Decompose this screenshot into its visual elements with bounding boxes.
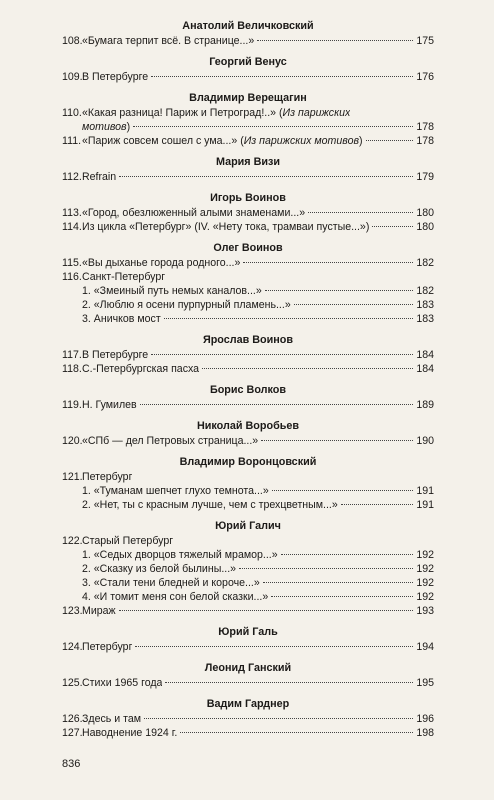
leader-dots [180, 732, 413, 733]
leader-dots [257, 40, 413, 41]
leader-dots [308, 212, 413, 213]
entry-title [82, 256, 240, 270]
entry-title-text: Санкт-Петербург [82, 271, 166, 283]
toc-entry [62, 34, 434, 48]
entry-page: 176 [416, 71, 434, 83]
leader-dots [372, 226, 413, 227]
toc-entry [62, 134, 434, 148]
entry-title-text: «Париж совсем сошел с ума...» ( [82, 135, 244, 147]
entry-number: 122. [62, 535, 83, 547]
entry-title-text: Refrain [82, 171, 117, 183]
subentry-page: 192 [416, 577, 434, 589]
subentry-title: 2. «Нет, ты с красным лучше, чем с трехцветным...» [82, 499, 338, 511]
subentry-title: 2. «Сказку из белой былины...» [82, 563, 237, 575]
entry-page: 184 [416, 349, 434, 361]
subentry-title: 3. «Стали тени бледней и короче...» [82, 577, 260, 589]
entry-title-text: «Вы дыханье города родного...» [82, 257, 241, 269]
entry-number: 112. [62, 171, 82, 183]
toc-subentry [62, 498, 434, 512]
toc-subentry [62, 590, 434, 604]
leader-dots [133, 126, 413, 127]
entry-page: 179 [416, 171, 434, 183]
entry-number: 115. [62, 257, 82, 269]
leader-dots [119, 176, 413, 177]
toc-entry [62, 470, 434, 484]
entry-title-continued [82, 120, 130, 134]
entry-page: 190 [416, 435, 434, 447]
entry-title-text: В Петербурге [82, 349, 149, 361]
leader-dots [341, 504, 414, 505]
subentry-page: 191 [416, 485, 434, 497]
subentry-page: 183 [416, 313, 434, 325]
toc-entry [62, 434, 434, 448]
toc-entry [62, 256, 434, 270]
entry-title-text: «Бумага терпит всё. В странице...» [82, 35, 255, 47]
entry-page: 175 [416, 35, 434, 47]
subentry-title: 1. «Змеиный путь немых каналов...» [82, 285, 262, 297]
entry-number: 108. [62, 35, 83, 47]
leader-dots [243, 262, 413, 263]
toc-entry [62, 270, 434, 284]
author-heading: Владимир Верещагин [189, 92, 307, 104]
entry-title [82, 434, 258, 448]
entry-title [82, 470, 132, 484]
toc-subentry [62, 298, 434, 312]
subentry-title: 3. Аничков мост [82, 313, 161, 325]
toc-entry [62, 534, 434, 548]
entry-number: 110. [62, 107, 82, 119]
entry-title [82, 640, 132, 654]
entry-title [82, 362, 199, 376]
author-heading: Борис Волков [209, 384, 287, 396]
leader-dots [202, 368, 413, 369]
toc-entry [62, 676, 434, 690]
entry-page: 189 [416, 399, 434, 411]
entry-title-italic: Из парижских мотивов [243, 135, 359, 147]
entry-page: 184 [416, 363, 434, 375]
toc-entry [62, 170, 434, 184]
toc-subentry [62, 484, 434, 498]
entry-page: 180 [416, 207, 434, 219]
subentry-page: 182 [416, 285, 434, 297]
entry-number: 116. [62, 271, 82, 283]
toc-entry [62, 398, 434, 412]
leader-dots [239, 568, 413, 569]
leader-dots [151, 354, 413, 355]
toc-entry [62, 726, 434, 740]
entry-number: 125. [62, 677, 83, 689]
leader-dots [165, 682, 413, 683]
leader-dots [140, 404, 414, 405]
page-number: 836 [62, 758, 81, 770]
leader-dots [135, 646, 413, 647]
toc-subentry [62, 548, 434, 562]
entry-title [82, 206, 305, 220]
entry-title-text: Н. Гумилев [82, 399, 137, 411]
entry-number: 113. [62, 207, 82, 219]
toc-entry [62, 220, 434, 234]
leader-dots [271, 596, 413, 597]
author-heading: Ярослав Воинов [202, 334, 294, 346]
entry-page: 198 [416, 727, 434, 739]
entry-page: 195 [416, 677, 434, 689]
subentry-title: 1. «Туманам шепчет глухо темнота...» [82, 485, 269, 497]
leader-dots [164, 318, 414, 319]
entry-number: 124. [62, 641, 83, 653]
entry-title-text: С.-Петербургская пасха [82, 363, 200, 375]
author-heading: Мария Визи [215, 156, 281, 168]
entry-title [82, 70, 148, 84]
entry-title-text: Петербург [82, 471, 133, 483]
subentry-page: 192 [416, 563, 434, 575]
subentry-title: 1. «Седых дворцов тяжелый мрамор...» [82, 549, 278, 561]
toc-entry-continuation [62, 120, 434, 134]
toc-subentry [62, 284, 434, 298]
toc-entry [62, 348, 434, 362]
entry-page: 196 [416, 713, 434, 725]
entry-title [82, 726, 177, 740]
toc-entry [62, 604, 434, 618]
author-heading: Олег Воинов [213, 242, 283, 254]
toc-subentry [62, 312, 434, 326]
entry-title [82, 170, 116, 184]
subentry-page: 183 [416, 299, 434, 311]
toc-entry [62, 70, 434, 84]
leader-dots [119, 610, 414, 611]
entry-title-italic: мотивов [82, 121, 127, 133]
entry-number: 111. [62, 135, 82, 147]
entry-title [82, 398, 137, 412]
entry-number: 119. [62, 399, 82, 411]
leader-dots [263, 582, 414, 583]
entry-number: 117. [62, 349, 82, 361]
author-heading: Леонид Ганский [204, 662, 292, 674]
entry-number: 118. [62, 363, 82, 375]
entry-number: 114. [62, 221, 82, 233]
leader-dots [366, 140, 414, 141]
entry-page: 193 [416, 605, 434, 617]
author-heading: Игорь Воинов [210, 192, 286, 204]
toc-entry [62, 640, 434, 654]
entry-number: 109. [62, 71, 83, 83]
entry-title-tail: ) [359, 135, 363, 147]
toc-entry [62, 362, 434, 376]
author-heading: Георгий Венус [209, 56, 287, 68]
subentry-page: 191 [416, 499, 434, 511]
entry-title [82, 348, 148, 362]
leader-dots [294, 304, 414, 305]
entry-number: 121. [62, 471, 83, 483]
leader-dots [281, 554, 414, 555]
entry-title-text: Здесь и там [82, 713, 142, 725]
subentry-title: 2. «Люблю я осени пурпурный пламень...» [82, 299, 291, 311]
entry-number: 126. [62, 713, 83, 725]
toc-subentry [62, 576, 434, 590]
entry-title [82, 134, 363, 148]
entry-title-text: Стихи 1965 года [82, 677, 163, 689]
toc-entry [62, 206, 434, 220]
subentry-page: 192 [416, 591, 434, 603]
subentry-page: 192 [416, 549, 434, 561]
entry-title-text: Из цикла «Петербург» (IV. «Нету тока, трамваи пустые...») [82, 221, 370, 233]
toc-entry [62, 106, 434, 120]
leader-dots [151, 76, 413, 77]
entry-title-text: В Петербурге [82, 71, 149, 83]
entry-page: 178 [416, 121, 434, 133]
leader-dots [272, 490, 414, 491]
entry-number: 120. [62, 435, 83, 447]
entry-title [82, 34, 254, 48]
author-heading: Вадим Гарднер [206, 698, 290, 710]
author-heading: Анатолий Величковский [182, 20, 314, 32]
toc-entry [62, 712, 434, 726]
entry-page: 180 [416, 221, 434, 233]
entry-title [82, 712, 141, 726]
subentry-title: 4. «И томит меня сон белой сказки...» [82, 591, 269, 603]
toc-subentry [62, 562, 434, 576]
entry-title-text: «СПб — дел Петровых страница...» [82, 435, 259, 447]
entry-title-text: «Город, обезлюженный алыми знаменами...» [82, 207, 306, 219]
entry-number: 123. [62, 605, 83, 617]
table-of-contents [62, 18, 434, 740]
author-heading: Юрий Галич [215, 520, 281, 532]
entry-number: 127. [62, 727, 83, 739]
leader-dots [265, 290, 414, 291]
entry-title [82, 220, 369, 234]
entry-title-text: Старый Петербург [82, 535, 174, 547]
entry-title-text: Мираж [82, 605, 116, 617]
entry-title-italic: Из парижских [282, 107, 351, 119]
leader-dots [144, 718, 413, 719]
entry-page: 182 [416, 257, 434, 269]
entry-title-text: «Какая разница! Париж и Петроград!..» ( [82, 107, 283, 119]
entry-title [82, 534, 173, 548]
leader-dots [261, 440, 413, 441]
entry-title-tail: ) [126, 121, 131, 133]
author-heading: Юрий Галь [218, 626, 278, 638]
entry-title [82, 270, 165, 284]
entry-page: 178 [416, 135, 434, 147]
author-heading: Николай Воробьев [196, 420, 300, 432]
entry-title [82, 604, 116, 618]
entry-title [82, 676, 162, 690]
entry-page: 194 [416, 641, 434, 653]
entry-title [82, 106, 350, 120]
author-heading: Владимир Воронцовский [179, 456, 317, 468]
entry-title-text: Петербург [82, 641, 133, 653]
entry-title-text: Наводнение 1924 г. [82, 727, 178, 739]
